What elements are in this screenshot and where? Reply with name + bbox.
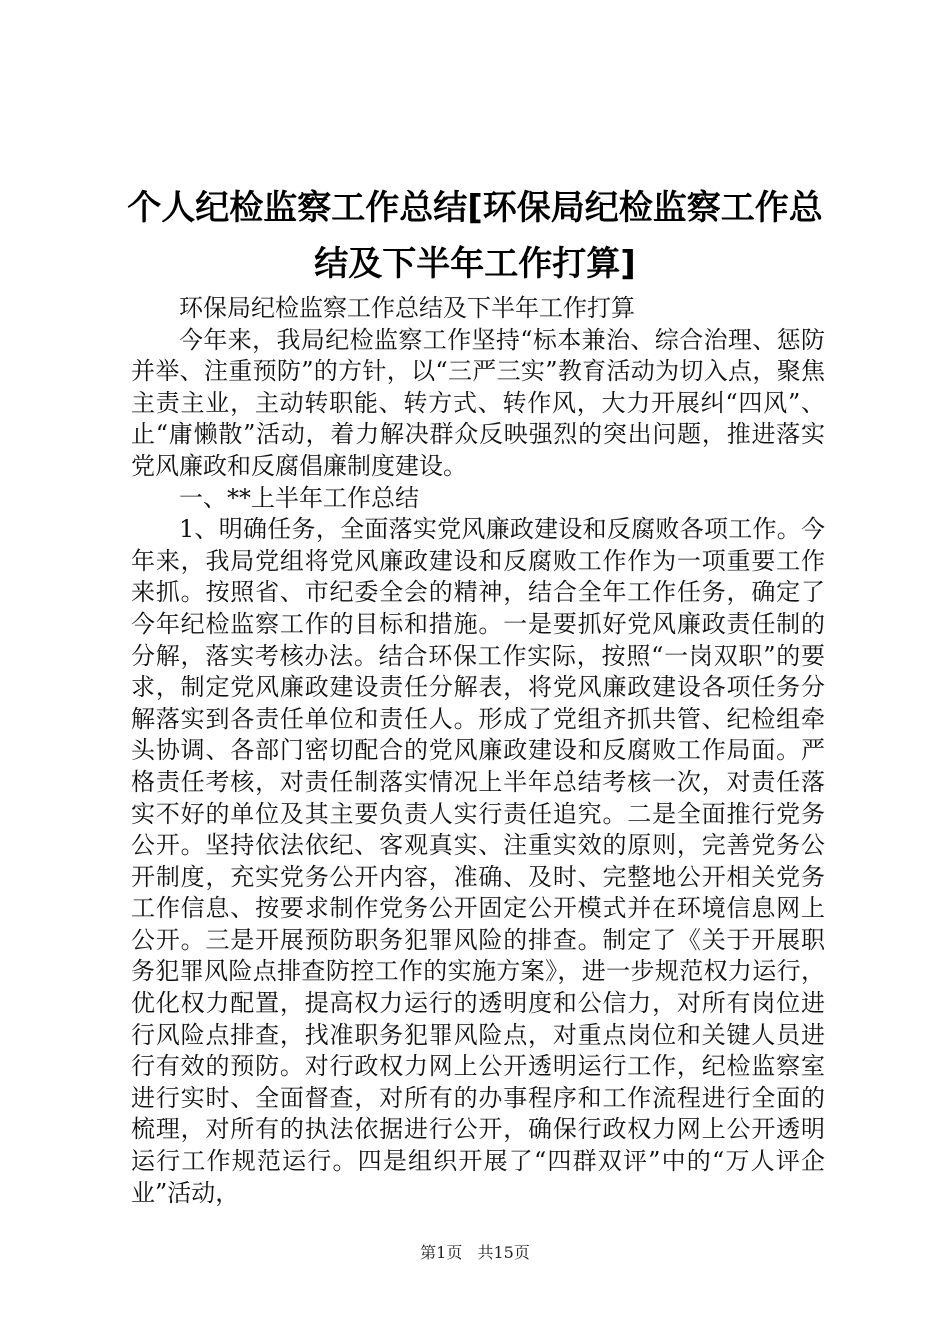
page-number: 第1页 [420, 1243, 463, 1262]
page-total: 共15页 [477, 1243, 530, 1262]
section-heading: 一、**上半年工作总结 [179, 483, 419, 512]
body-paragraph: 1、明确任务，全面落实党风廉政建设和反腐败各项工作。今年来，我局党组将党风廉政建设和反腐败工作作为一项重要工作来抓。按照省、市纪委全会的精神，结合全年工作任务，确定了今年纪检监察工作的目标和措施。一是要抓好党风廉政责任制的分解，落实考核办法。结合环保工作实际，按照“一岗双职”的要求，制定党风廉政建设责任分解表，将党风廉政建设各项任务分解落实到各责任单位和责任人。形成了党组齐抓共管、纪检组牵头协调、各部门密切配合的党风廉政建设和反腐败工作局面。严格责任考核，对责任制落实情况上半年总结考核一次，对责任落实不好的单位及其主要负责人实行责任追究。二是全面推行党务公开。坚持依法依纪、客观真实、注重实效的原则，完善党务公开制度，充实党务公开内容，准确、及时、完整地公开相关党务工作信息、按要求制作党务公开固定公开模式并在环境信息网上公开。三是开展预防职务犯罪风险的排查。制定了《关于开展职务犯罪风险点排查防控工作的实施方案》，进一步规范权力运行，优化权力配置，提高权力运行的透明度和公信力，对所有岗位进行风险点排查，找准职务犯罪风险点，对重点岗位和关键人员进行有效的预防。对行政权力网上公开透明运行工作，纪检监察室进行实时、全面督查，对所有的办事程序和工作流程进行全面的梳理，对所有的执法依据进行公开，确保行政权力网上公开透明运行工作规范运行。四是组织开展了“四群双评”中的“万人评企业”活动， [131, 515, 825, 1207]
intro-paragraph: 今年来，我局纪检监察工作坚持“标本兼治、综合治理、惩防并举、注重预防”的方针，以“三严三实”教育活动为切入点，聚焦主责主业，主动转职能、转方式、转作风，大力开展纠“四风”、止“庸懒散”活动，着力解决群众反映强烈的突出问题，推进落实党风廉政和反腐倡廉制度建设。 [131, 325, 825, 480]
document-body [131, 293, 825, 1209]
subtitle-paragraph: 环保局纪检监察工作总结及下半年工作打算 [179, 294, 635, 322]
page-footer [0, 1240, 950, 1263]
document-title: 个人纪检监察工作总结[环保局纪检监察工作总结及下半年工作打算] [127, 188, 823, 284]
